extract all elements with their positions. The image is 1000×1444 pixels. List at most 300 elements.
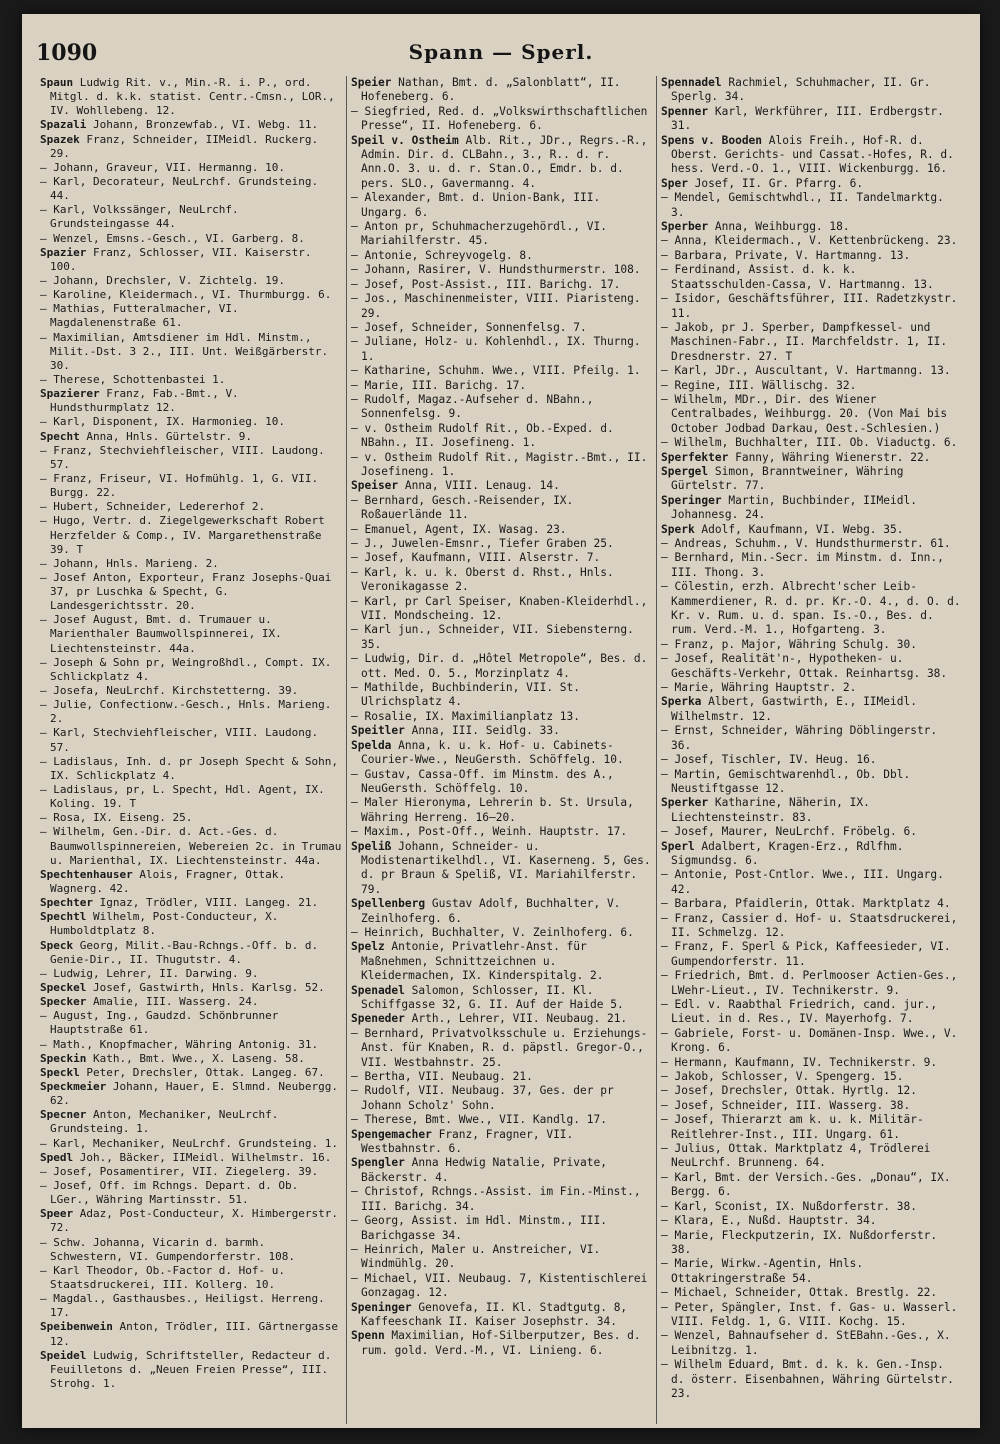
- directory-entry: [40, 1137, 342, 1151]
- directory-entry: [661, 1099, 962, 1113]
- directory-entry: [351, 551, 652, 565]
- directory-entry: [40, 76, 342, 118]
- entry-details: Johann, Hauer, E. Slmnd. Neubergg. 62.: [50, 1079, 339, 1108]
- entry-details: — Karl, pr Carl Speiser, Knaben-Kleiderhdl., VII. Mondscheing. 12.: [351, 594, 648, 623]
- entry-details: — Andreas, Schuhm., V. Hundsthurmerstr. 61.: [661, 537, 951, 550]
- directory-entry: [661, 1200, 962, 1214]
- directory-entry: [40, 1236, 342, 1264]
- entry-surname: Spengler: [351, 1156, 405, 1170]
- directory-entry: [351, 422, 652, 451]
- entry-details: Anna, k. u. k. Hof- u. Cabinets-Courier-Wwe., NeuGersth. Schöffelg. 10.: [361, 738, 624, 767]
- entry-details: Adalbert, Kragen-Erz., Rdlfhm. Sigmundsg. 6.: [671, 839, 904, 867]
- directory-entry: [40, 1349, 342, 1391]
- entry-details: — Martin, Gemischtwarenhdl., Ob. Dbl. Neustiftgasse 12.: [661, 767, 911, 795]
- directory-entry: [661, 580, 962, 638]
- directory-entry: [351, 724, 652, 738]
- entry-surname: Spenner: [661, 104, 709, 118]
- entry-details: — Wilhelm, Gen.-Dir. d. Act.-Ges. d. Baumwollspinnereien, Webereien 2c. in Trumau u. Marienthal, IX. Liechtensteinstr. 44a.: [40, 825, 342, 867]
- entry-details: — Edl. v. Raabthal Friedrich, cand. jur., Lieut. in d. Res., IV. Mayerhofg. 7.: [661, 998, 938, 1026]
- entry-details: — Juliane, Holz- u. Kohlenhdl., IX. Thurng. 1.: [351, 335, 641, 363]
- entry-details: — Gabriele, Forst- u. Domänen-Insp. Wwe., V. Krong. 6.: [661, 1026, 958, 1055]
- entry-details: Kath., Bmt. Wwe., X. Laseng. 58.: [86, 1051, 305, 1065]
- entry-details: Franz, Schneider, IIMeidl. Ruckerg. 29.: [50, 132, 319, 160]
- entry-surname: Speier: [351, 76, 392, 89]
- directory-entry: [40, 571, 342, 613]
- directory-entry: [661, 825, 962, 839]
- entry-surname: Speninger: [351, 1300, 412, 1314]
- entry-details: Franz, Fragner, VII. Westbahnstr. 6.: [361, 1127, 574, 1156]
- directory-entry: [40, 825, 342, 867]
- entry-details: — Josef, Posamentirer, VII. Ziegelerg. 39.: [40, 1164, 319, 1178]
- entry-details: — Hermann, Kaufmann, IV. Technikerstr. 9.: [661, 1055, 938, 1069]
- entry-details: Nathan, Bmt. d. „Salonblatt“, II. Hofeneberg. 6.: [361, 76, 621, 104]
- entry-details: — Isidor, Geschäftsführer, III. Radetzkystr. 11.: [661, 292, 958, 320]
- entry-details: — Franz, F. Sperl & Pick, Kaffeesieder, VI. Gumpendorferstr. 11.: [661, 940, 951, 968]
- directory-entry: [40, 430, 342, 444]
- entry-details: — Karl, Bmt. der Versich.-Ges. „Donau“, IX. Bergg. 6.: [661, 1170, 951, 1199]
- entry-details: — Josef, Tischler, IV. Heug. 16.: [661, 753, 877, 767]
- entry-details: — Ernst, Schneider, Währing Döblingerstr. 36.: [661, 724, 938, 752]
- directory-entry: [661, 523, 962, 537]
- directory-entry: [661, 969, 962, 998]
- entry-details: Anton, Mechaniker, NeuLrchf. Grundsteing. 1.: [50, 1108, 279, 1136]
- entry-details: — August, Ing., Gaudzd. Schönbrunner Hauptstraße 61.: [40, 1009, 279, 1037]
- entry-details: — Karl, Stechviehfleischer, VIII. Laudong. 57.: [40, 726, 319, 754]
- entry-details: — Jakob, pr J. Sperber, Dampfkessel- und Maschinen-Fabr., II. Marchfeldstr. 1, II. Dresdnerstr. 27. T: [661, 320, 948, 363]
- entry-details: — Katharine, Schuhm. Wwe., VIII. Pfeilg. 1.: [351, 364, 641, 378]
- entry-details: Antonie, Privatlehr-Anst. für Maßnehmen, Schnittzeichnen u. Kleidermachen, IX. Kinderspitalg. 2.: [361, 940, 604, 983]
- entry-details: — Mendel, Gemischtwhdl., II. Tandelmarktg. 3.: [661, 191, 944, 219]
- entry-details: — Joseph & Sohn pr, Weingroßhdl., Compt. IX. Schlickplatz 4.: [40, 655, 332, 683]
- entry-details: Franz, Schlosser, VII. Kaiserstr. 100.: [50, 245, 312, 273]
- entry-surname: Spazierer: [40, 387, 100, 401]
- directory-entry: [661, 1142, 962, 1171]
- entry-details: — Johann, Drechsler, V. Zichtelg. 19.: [40, 273, 286, 287]
- entry-details: — Therese, Schottenbastei 1.: [40, 372, 226, 386]
- entry-details: Anna, VIII. Lenaug. 14.: [398, 479, 560, 493]
- directory-entry: [40, 698, 342, 726]
- directory-entry: [351, 623, 652, 652]
- directory-entry: [351, 768, 652, 797]
- entry-details: — Jos., Maschinenmeister, VIII. Piaristeng. 29.: [351, 292, 641, 320]
- directory-entry: [40, 1151, 342, 1165]
- page-title: Spann — Sperl.: [408, 40, 594, 64]
- column-left: [36, 76, 346, 1424]
- entry-details: — Karoline, Kleidermach., VI. Thurmburgg. 6.: [40, 288, 332, 302]
- directory-entry: [661, 220, 962, 234]
- directory-entry: [351, 796, 652, 825]
- directory-entry: [661, 436, 962, 450]
- entry-details: — Marie, Währing Hauptstr. 2.: [661, 681, 857, 695]
- entry-details: Albert, Gastwirth, E., IIMeidl. Wilhelmstr. 12.: [671, 695, 917, 723]
- directory-entry: [661, 393, 962, 436]
- entry-surname: Sper: [661, 176, 688, 190]
- directory-entry: [351, 595, 652, 624]
- entry-details: — Ludwig, Dir. d. „Hôtel Metropole“, Bes. d. ott. Med. O. 5., Morzinplatz 4.: [351, 652, 648, 680]
- entry-details: — Anton pr, Schuhmacherzugehördl., VI. Mariahilferstr. 45.: [351, 220, 607, 248]
- entry-surname: Speneder: [351, 1012, 405, 1026]
- entry-details: Anna, Weihburgg. 18.: [708, 220, 850, 234]
- directory-entry: [351, 710, 652, 724]
- entry-details: Katharine, Näherin, IX. Liechtensteinstr. 83.: [671, 796, 870, 824]
- entry-surname: Speck: [40, 938, 74, 952]
- directory-entry: [661, 638, 962, 652]
- entry-details: — Magdal., Gasthausbes., Heiligst. Herreng. 17.: [40, 1292, 325, 1320]
- directory-entry: [661, 753, 962, 767]
- entry-surname: Spens v. Booden: [661, 133, 763, 147]
- directory-entry: [661, 1056, 962, 1070]
- entry-details: — Siegfried, Red. d. „Volkswirthschaftlichen Presse“, II. Hofeneberg. 6.: [351, 104, 648, 133]
- entry-details: Genovefa, II. Kl. Stadtgutg. 8, Kaffeeschank II. Kaiser Josephstr. 34.: [361, 1300, 628, 1328]
- entry-details: — Wenzel, Bahnaufseher d. StEBahn.-Ges., X. Leibnitzg. 1.: [661, 1329, 951, 1357]
- directory-entry: [40, 133, 342, 161]
- entry-surname: Speil v. Ostheim: [351, 133, 459, 147]
- directory-entry: [351, 840, 652, 898]
- entry-details: — Emanuel, Agent, IX. Wasag. 23.: [351, 522, 567, 536]
- entry-details: Franz, Fab.-Bmt., V. Hundsthurmplatz 12.: [50, 387, 239, 415]
- entry-details: Alois Freih., Hof-R. d. Oberst. Gerichts- und Cassat.-Hofes, R. d. hess. Verd.-O. 1., VIII. Wickenburgg. 16.: [671, 133, 954, 176]
- entry-details: — Barbara, Pfaidlerin, Ottak. Marktplatz 4.: [661, 897, 951, 911]
- directory-entry: [351, 1027, 652, 1070]
- entry-surname: Spazali: [40, 118, 87, 132]
- entry-details: Anna Hedwig Natalie, Private, Bäckerstr. 4.: [361, 1156, 607, 1184]
- directory-entry: [351, 1214, 652, 1243]
- entry-details: Johann, Bronzewfab., VI. Webg. 11.: [86, 118, 319, 132]
- directory-entry: [40, 1264, 342, 1292]
- directory-entry: [351, 335, 652, 364]
- entry-details: — Ludwig, Lehrer, II. Darwing. 9.: [40, 966, 259, 980]
- directory-entry: [661, 551, 962, 580]
- directory-entry: [351, 292, 652, 321]
- entry-surname: Spengemacher: [351, 1127, 432, 1141]
- entry-details: — Mathias, Futteralmacher, VI. Magdalenenstraße 61.: [40, 302, 239, 330]
- entry-details: — Klara, E., Nußd. Hauptstr. 34.: [661, 1214, 877, 1228]
- entry-surname: Speer: [40, 1207, 74, 1221]
- entry-details: — Wilhelm, MDr., Dir. des Wiener Centralbades, Weihburgg. 20. (Von Mai bis October Jodbad Darkau, Oest.-Schlesien.): [661, 392, 948, 435]
- directory-entry: [661, 1214, 962, 1228]
- entry-details: — Karl, Disponent, IX. Harmonieg. 10.: [40, 415, 286, 429]
- entry-details: Adolf, Kaufmann, VI. Webg. 35.: [694, 522, 904, 536]
- entry-details: — Josef, Drechsler, Ottak. Hyrtlg. 12.: [661, 1084, 917, 1098]
- entry-surname: Spechter: [40, 896, 93, 910]
- entry-surname: Spenn: [351, 1329, 385, 1343]
- entry-details: — Therese, Bmt. Wwe., VII. Kandlg. 17.: [351, 1113, 607, 1127]
- entry-details: Alois, Fragner, Ottak. Wagnerg. 42.: [50, 867, 286, 896]
- entry-surname: Sperka: [661, 695, 702, 709]
- directory-entry: [40, 288, 342, 302]
- entry-details: — Johann, Rasirer, V. Hundsthurmerstr. 108.: [351, 263, 641, 277]
- entry-details: — Karl Theodor, Ob.-Factor d. Hof- u. Staatsdruckerei, III. Kollerg. 10.: [40, 1263, 286, 1291]
- entry-details: Fanny, Währing Wienerstr. 22.: [728, 450, 931, 464]
- directory-entry: [661, 1070, 962, 1084]
- directory-entry: [661, 263, 962, 292]
- directory-entry: [40, 302, 342, 330]
- directory-entry: [40, 444, 342, 472]
- entry-details: — Maxim., Post-Off., Weinh. Hauptstr. 17.: [351, 825, 628, 839]
- directory-entry: [661, 1358, 962, 1401]
- column-right: [656, 76, 966, 1424]
- directory-entry: [351, 105, 652, 134]
- directory-columns: [36, 76, 966, 1424]
- directory-entry: [40, 1052, 342, 1066]
- directory-entry: [661, 234, 962, 248]
- entry-details: — Ladislaus, pr, L. Specht, Hdl. Agent, IX. Koling. 19. T: [40, 783, 325, 811]
- directory-entry: [40, 472, 342, 500]
- directory-entry: [40, 995, 342, 1009]
- directory-entry: [40, 868, 342, 896]
- entry-details: — Regine, III. Wällischg. 32.: [661, 378, 857, 392]
- entry-details: — Josef, Schneider, III. Wasserg. 38.: [661, 1098, 911, 1112]
- directory-entry: [351, 1301, 652, 1330]
- entry-details: Georg, Milit.-Bau-Rchngs.-Off. b. d. Genie-Dir., II. Thugutstr. 4.: [50, 938, 319, 966]
- directory-entry: [661, 249, 962, 263]
- entry-details: Josef, II. Gr. Pfarrg. 6.: [687, 176, 864, 190]
- entry-details: — Gustav, Cassa-Off. im Minstm. des A., NeuGersth. Schöffelg. 10.: [351, 767, 614, 795]
- directory-entry: [661, 1113, 962, 1142]
- directory-entry: [351, 494, 652, 523]
- directory-entry: [351, 1084, 652, 1113]
- directory-entry: [351, 379, 652, 393]
- entry-surname: Speckmeier: [40, 1079, 107, 1093]
- entry-details: — Ladislaus, Inh. d. pr Joseph Specht & Sohn, IX. Schlickplatz 4.: [40, 754, 339, 782]
- entry-surname: Speckel: [40, 981, 87, 994]
- directory-entry: [661, 1286, 962, 1300]
- directory-entry: [351, 393, 652, 422]
- entry-details: — Johann, Hnls. Marieng. 2.: [40, 556, 219, 570]
- directory-entry: [40, 656, 342, 684]
- entry-details: — Karl, Mechaniker, NeuLrchf. Grundsteing. 1.: [40, 1136, 339, 1150]
- directory-entry: [661, 177, 962, 191]
- entry-surname: Speibenwein: [40, 1320, 113, 1334]
- entry-details: — Marie, III. Barichg. 17.: [351, 378, 527, 392]
- directory-entry: [40, 939, 342, 967]
- entry-surname: Specker: [40, 995, 87, 1009]
- entry-details: — Ferdinand, Assist. d. k. k. Staatsschulden-Cassa, V. Hartmanng. 13.: [661, 263, 934, 291]
- entry-details: Anton, Trödler, III. Gärtnergasse 12.: [50, 1320, 339, 1348]
- entry-details: — Rosa, IX. Eiseng. 25.: [40, 811, 193, 825]
- entry-details: Peter, Drechsler, Ottak. Langeg. 67.: [79, 1065, 325, 1079]
- entry-details: — Karl, Sconist, IX. Nußdorferstr. 38.: [661, 1199, 917, 1213]
- entry-details: Simon, Branntweiner, Währing Gürtelstr. 77.: [671, 464, 904, 493]
- entry-details: Ignaz, Trödler, VIII. Langeg. 21.: [92, 896, 319, 910]
- directory-entry: [661, 364, 962, 378]
- directory-entry: [351, 566, 652, 595]
- directory-entry: [40, 274, 342, 288]
- directory-entry: [40, 1080, 342, 1108]
- entry-details: — Marie, Fleckputzerin, IX. Nußdorferstr. 38.: [661, 1228, 938, 1256]
- directory-entry: [351, 1012, 652, 1026]
- entry-details: — Karl, JDr., Auscultant, V. Hartmanng. 13.: [661, 364, 951, 378]
- entry-surname: Spaun: [40, 76, 74, 89]
- directory-entry: [40, 1009, 342, 1037]
- directory-entry: [40, 415, 342, 429]
- directory-entry: [40, 557, 342, 571]
- entry-details: — Michael, VII. Neubaug. 7, Kistentischlerei Gonzagag. 12.: [351, 1271, 648, 1300]
- entry-details: — Barbara, Private, V. Hartmanng. 13.: [661, 248, 911, 262]
- directory-entry: [40, 1038, 342, 1052]
- entry-surname: Specht: [40, 429, 80, 443]
- directory-entry: [40, 331, 342, 373]
- page-number: 1090: [36, 40, 98, 66]
- entry-surname: Speiser: [351, 479, 399, 493]
- entry-details: Ludwig, Schriftsteller, Redacteur d. Feuilletons d. „Neuen Freien Presse“, III. Strohg. 1.: [50, 1348, 332, 1390]
- directory-entry: [40, 1066, 342, 1080]
- directory-entry: [351, 249, 652, 263]
- directory-entry: [661, 537, 962, 551]
- directory-entry: [40, 1320, 342, 1348]
- page-header: [36, 36, 966, 72]
- directory-entry: [40, 1179, 342, 1207]
- directory-entry: [661, 321, 962, 364]
- directory-entry: [661, 724, 962, 753]
- directory-page: [22, 14, 980, 1428]
- entry-surname: Sperfekter: [661, 450, 729, 464]
- entry-details: — J., Juwelen-Emsnr., Tiefer Graben 25.: [351, 537, 614, 550]
- directory-entry: [661, 695, 962, 724]
- entry-details: — Marie, Wirkw.-Agentin, Hnls. Ottakringerstraße 54.: [661, 1257, 864, 1285]
- entry-details: — Anna, Kleidermach., V. Kettenbrückeng. 23.: [661, 234, 958, 248]
- directory-entry: [40, 387, 342, 415]
- directory-entry: [40, 118, 342, 132]
- directory-entry: [351, 134, 652, 192]
- directory-entry: [661, 1257, 962, 1286]
- entry-surname: Spechtl: [40, 910, 87, 924]
- entry-details: — Georg, Assist. im Hdl. Minstm., III. Barichgasse 34.: [351, 1214, 607, 1242]
- directory-entry: [351, 739, 652, 768]
- directory-entry: [40, 246, 342, 274]
- directory-entry: [351, 263, 652, 277]
- entry-surname: Speidel: [40, 1348, 87, 1362]
- entry-details: — Bernhard, Gesch.-Reisender, IX. Roßauerlände 11.: [351, 493, 574, 522]
- directory-entry: [40, 161, 342, 175]
- directory-entry: [661, 868, 962, 897]
- entry-details: — Karl jun., Schneider, VII. Siebensterng. 35.: [351, 623, 634, 651]
- entry-surname: Speliß: [351, 839, 392, 853]
- entry-surname: Speckin: [40, 1051, 87, 1065]
- directory-entry: [351, 321, 652, 335]
- entry-details: — Heinrich, Buchhalter, V. Zeinlhoferg. 6.: [351, 925, 634, 939]
- directory-entry: [351, 926, 652, 940]
- directory-entry: [661, 494, 962, 523]
- entry-details: — Math., Knopfmacher, Währing Antonig. 31.: [40, 1037, 319, 1051]
- directory-entry: [351, 1243, 652, 1272]
- entry-surname: Spelda: [351, 738, 392, 752]
- directory-entry: [661, 379, 962, 393]
- directory-entry: [661, 465, 962, 494]
- entry-details: — Josef, Off. im Rchngs. Depart. d. Ob. LGer., Währing Martinsstr. 51.: [40, 1178, 299, 1207]
- directory-entry: [351, 681, 652, 710]
- entry-details: — Rudolf, VII. Neubaug. 37, Ges. der pr Johann Scholz' Sohn.: [351, 1084, 614, 1112]
- directory-entry: [351, 940, 652, 983]
- directory-entry: [351, 1185, 652, 1214]
- entry-details: — Wilhelm, Buchhalter, III. Ob. Viaductg. 6.: [661, 436, 958, 450]
- directory-entry: [40, 896, 342, 910]
- directory-entry: [351, 451, 652, 480]
- entry-surname: Sperk: [661, 522, 695, 536]
- entry-details: Anna, Hnls. Gürtelstr. 9.: [79, 429, 252, 443]
- entry-details: — Karl, Decorateur, NeuLrchf. Grundsteing. 44.: [40, 174, 319, 203]
- entry-details: Adaz, Post-Conducteur, X. Himbergerstr. 72.: [50, 1207, 339, 1235]
- directory-entry: [351, 278, 652, 292]
- entry-details: — Schw. Johanna, Vicarin d. barmh. Schwestern, VI. Gumpendorferstr. 108.: [40, 1235, 296, 1263]
- entry-surname: Spennadel: [661, 76, 722, 89]
- entry-details: — Franz, Friseur, VI. Hofmühlg. 1, G. VII. Burgg. 22.: [40, 471, 319, 500]
- entry-details: — Karl, k. u. k. Oberst d. Rhst., Hnls. Veronikagasse 2.: [351, 565, 614, 594]
- directory-entry: [40, 783, 342, 811]
- entry-surname: Spazek: [40, 132, 80, 146]
- entry-details: — v. Ostheim Rudolf Rit., Ob.-Exped. d. NBahn., II. Josefineng. 1.: [351, 421, 614, 450]
- directory-entry: [661, 1301, 962, 1330]
- entry-details: — Josef, Realität'n-, Hypotheken- u. Geschäfts-Verkehr, Ottak. Reinhartsg. 38.: [661, 652, 948, 680]
- directory-entry: [40, 910, 342, 938]
- directory-entry: [661, 134, 962, 177]
- entry-surname: Spellenberg: [351, 897, 426, 911]
- entry-surname: Spechtenhauser: [40, 867, 133, 881]
- directory-entry: [661, 1171, 962, 1200]
- directory-entry: [351, 364, 652, 378]
- directory-entry: [351, 1070, 652, 1084]
- entry-surname: Spedl: [40, 1150, 74, 1164]
- entry-details: — Franz, p. Major, Währing Schulg. 30.: [661, 637, 917, 651]
- entry-details: — Rudolf, Magaz.-Aufseher d. NBahn., Sonnenfelsg. 9.: [351, 392, 594, 421]
- directory-entry: [40, 500, 342, 514]
- directory-entry: [661, 451, 962, 465]
- directory-entry: [40, 1165, 342, 1179]
- entry-details: — Bertha, VII. Neubaug. 21.: [351, 1070, 533, 1084]
- entry-details: — Maximilian, Amtsdiener im Hdl. Minstm., Milit.-Dst. 3 2., III. Unt. Weißgärberstr. 30.: [40, 330, 329, 372]
- directory-entry: [351, 76, 652, 105]
- directory-entry: [661, 292, 962, 321]
- directory-entry: [351, 479, 652, 493]
- entry-details: Ludwig Rit. v., Min.-R. i. P., ord. Mitgl. d. k.k. statist. Centr.-Cmsn., LOR., IV. Wohllebeng. 12.: [50, 76, 335, 118]
- directory-entry: [40, 1108, 342, 1136]
- directory-entry: [661, 912, 962, 941]
- directory-entry: [661, 652, 962, 681]
- entry-details: Johann, Schneider- u. Modistenartikelhdl., VI. Kaserneng. 5, Ges. d. pr Braun & Speliß, VI. Mariahilferstr. 79.: [361, 839, 651, 896]
- entry-surname: Speringer: [661, 493, 722, 507]
- entry-details: — Josef, Thierarzt am k. u. k. Militär-Reitlehrer-Inst., III. Ungarg. 61.: [661, 1113, 924, 1141]
- directory-entry: [351, 1272, 652, 1301]
- entry-surname: Sperl: [661, 839, 695, 853]
- entry-details: — Johann, Graveur, VII. Hermanng. 10.: [40, 160, 286, 174]
- directory-entry: [40, 811, 342, 825]
- entry-details: — Peter, Spängler, Inst. f. Gas- u. Wasserl. VIII. Feldg. 1, G. VIII. Kochg. 15.: [661, 1300, 958, 1328]
- directory-entry: [661, 796, 962, 825]
- entry-details: — Bernhard, Min.-Secr. im Minstm. d. Inn., III. Thong. 3.: [661, 551, 944, 579]
- entry-details: Gustav Adolf, Buchhalter, V. Zeinlhoferg. 6.: [361, 897, 621, 925]
- entry-details: — Cölestin, erzh. Albrecht'scher Leib-Kammerdiener, R. d. pr. Kr.-O. 4., d. O. d. Kr. v. Rum. u. d. span. Is.-O., Bes. d. rum. Verd.-M. 1., Hofgarteng. 3.: [661, 580, 961, 637]
- directory-entry: [661, 1084, 962, 1098]
- entry-details: — Hugo, Vertr. d. Ziegelgewerkschaft Robert Herzfelder & Comp., IV. Margarethenstraße 39. T: [40, 514, 325, 556]
- entry-details: Wilhelm, Post-Conducteur, X. Humboldtplatz 8.: [50, 910, 279, 938]
- entry-details: — Jakob, Schlosser, V. Spengerg. 15.: [661, 1070, 904, 1084]
- directory-entry: [40, 175, 342, 203]
- directory-entry: [661, 1229, 962, 1258]
- entry-details: — Bernhard, Privatvolksschule u. Erziehungs-Anst. für Knaben, R. d. päpstl. Gregor-O., VII. Westbahnstr. 25.: [351, 1026, 648, 1069]
- entry-details: — Christof, Rchngs.-Assist. im Fin.-Minst., III. Barichg. 34.: [351, 1185, 641, 1213]
- entry-details: Martin, Buchbinder, IIMeidl. Johannesg. 24.: [671, 493, 917, 522]
- directory-entry: [40, 755, 342, 783]
- entry-details: — Alexander, Bmt. d. Union-Bank, III. Ungarg. 6.: [351, 191, 601, 219]
- entry-surname: Specner: [40, 1108, 87, 1122]
- directory-entry: [661, 1329, 962, 1358]
- entry-surname: Speckl: [40, 1065, 80, 1079]
- entry-details: — Josef Anton, Exporteur, Franz Josephs-Quai 37, pr Luschka & Specht, G. Landesgerichtsstr. 20.: [40, 570, 332, 613]
- directory-entry: [40, 967, 342, 981]
- directory-entry: [40, 726, 342, 754]
- directory-entry: [351, 1329, 652, 1358]
- directory-entry: [351, 523, 652, 537]
